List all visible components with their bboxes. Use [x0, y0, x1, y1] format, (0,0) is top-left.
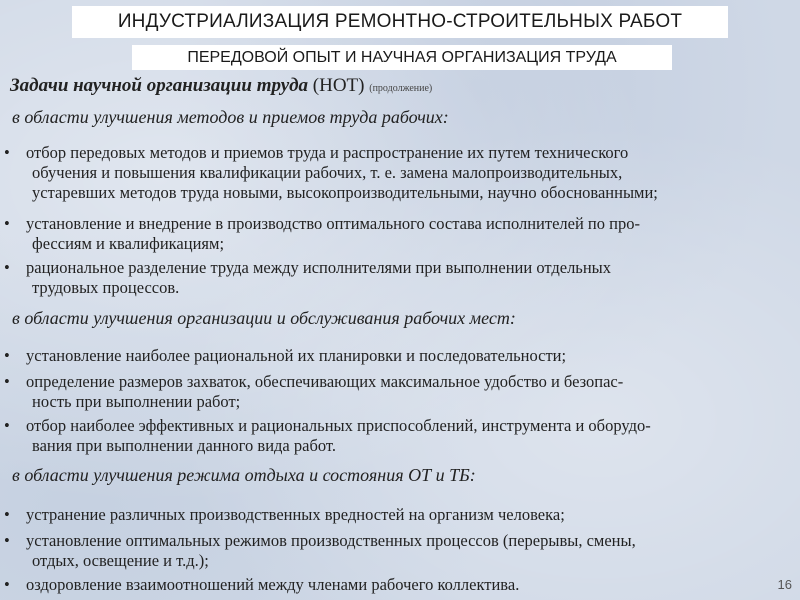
heading-note: (продолжение) [369, 83, 433, 94]
slide-subtitle: ПЕРЕДОВОЙ ОПЫТ И НАУЧНАЯ ОРГАНИЗАЦИЯ ТРУДА [132, 45, 672, 70]
tasks-heading [10, 75, 432, 97]
list-item: • отбор наиболее эффективных и рациональных приспособлений, инструмента и оборудо- вания при выполнении данного вида работ. [4, 416, 651, 455]
list-item: • установление наиболее рациональной их планировки и последовательности; [4, 346, 567, 365]
list-item: • рациональное разделение труда между исполнителями при выполнении отдельных трудовых процессов. [4, 258, 611, 297]
bullet-marker: • [4, 258, 10, 277]
page-number: 16 [777, 577, 792, 592]
list-item: • оздоровление взаимоотношений между членами рабочего коллектива. [4, 575, 520, 594]
heading-abbr: (НОТ) [308, 75, 370, 96]
bullet-marker: • [4, 346, 10, 365]
bullet-marker: • [4, 143, 10, 162]
heading-main: Задачи научной организации труда [10, 75, 309, 96]
list-item: • определение размеров захваток, обеспечивающих максимальное удобство и безопас- ность при выполнении работ; [4, 372, 624, 411]
bullet-marker: • [4, 214, 10, 233]
list-item: • установление и внедрение в производство оптимального состава исполнителей по про- фессиям и квалификациям; [4, 214, 640, 253]
bullet-marker: • [4, 505, 10, 524]
bullet-marker: • [4, 416, 10, 435]
list-item: • устранение различных производственных вредностей на организм человека; [4, 505, 565, 524]
list-item: • установление оптимальных режимов производственных процессов (перерывы, смены, отдых, освещение и т.д.); [4, 531, 636, 570]
bullet-marker: • [4, 531, 10, 550]
bullet-marker: • [4, 575, 10, 594]
slide-title: ИНДУСТРИАЛИЗАЦИЯ РЕМОНТНО-СТРОИТЕЛЬНЫХ РАБОТ [72, 6, 728, 38]
section-title-methods: в области улучшения методов и приемов труда рабочих: [12, 107, 449, 127]
bullet-marker: • [4, 372, 10, 391]
list-item: • отбор передовых методов и приемов труда и распространение их путем технического обучения и повышения квалификации рабочих, т. е. замена малопроизводительных, устаревших методов труда новыми, высокопроизводительными, научно обоснованными; [4, 143, 658, 202]
section-title-workplaces: в области улучшения организации и обслуживания рабочих мест: [12, 308, 516, 328]
section-title-rest-safety: в области улучшения режима отдыха и состояния ОТ и ТБ: [12, 465, 476, 485]
